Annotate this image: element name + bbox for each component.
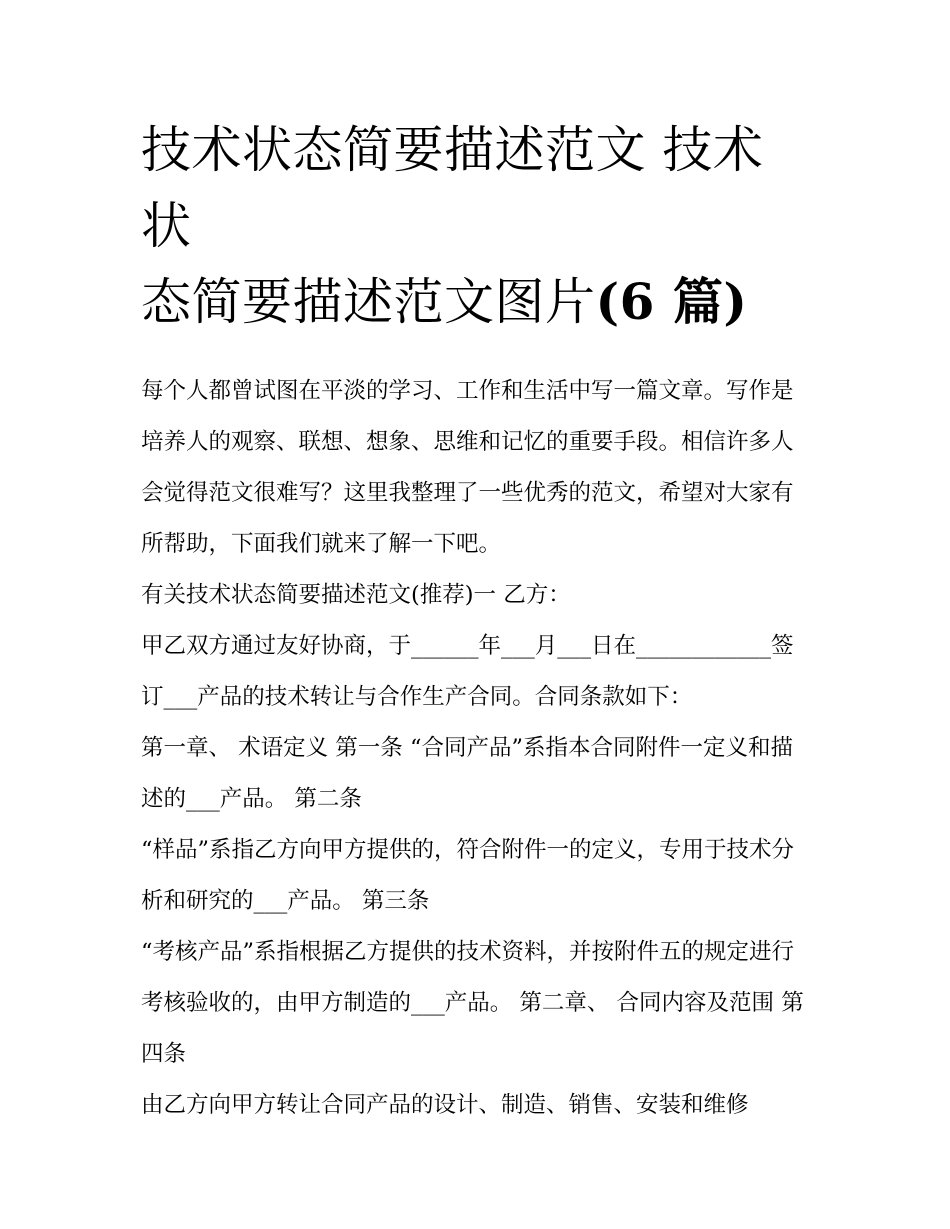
title-count: (6 篇) (595, 272, 748, 331)
intro-paragraph: 每个人都曾试图在平淡的学习、工作和生活中写一篇文章。写作是培养人的观察、联想、想象、思维和记忆的重要手段。相信许多人会觉得范文很难写？这里我整理了一些优秀的范文，希望对大家有所帮助，下面我们就来了解一下吧。 (141, 378, 794, 557)
body-paragraph: 第一章、 术语定义 第一条 “合同产品”系指本合同附件一定义和描述的___产品。 第二条 (141, 735, 793, 812)
document-title (141, 112, 813, 340)
title-line-1: 技术状态简要描述范文 技术状 (141, 121, 764, 255)
body-paragraph: “样品”系指乙方向甲方提供的，符合附件一的定义，专用于技术分析和研究的___产品。 第三条 (141, 837, 795, 914)
title-line-2: 态简要描述范文图片 (141, 273, 596, 331)
body-paragraph: 由乙方向甲方转让合同产品的设计、制造、销售、安装和维修 (141, 1092, 749, 1118)
document-page (141, 112, 813, 1131)
body-paragraph: “考核产品”系指根据乙方提供的技术资料，并按附件五的规定进行考核验收的，由甲方制造的___产品。 第二章、 合同内容及范围 第四条 (141, 939, 804, 1067)
body-paragraph: 甲乙双方通过友好协商，于______年___月___日在____________签订___产品的技术转让与合作生产合同。合同条款如下： (141, 633, 794, 710)
section-heading: 有关技术状态简要描述范文(推荐)一 乙方： (141, 582, 571, 608)
